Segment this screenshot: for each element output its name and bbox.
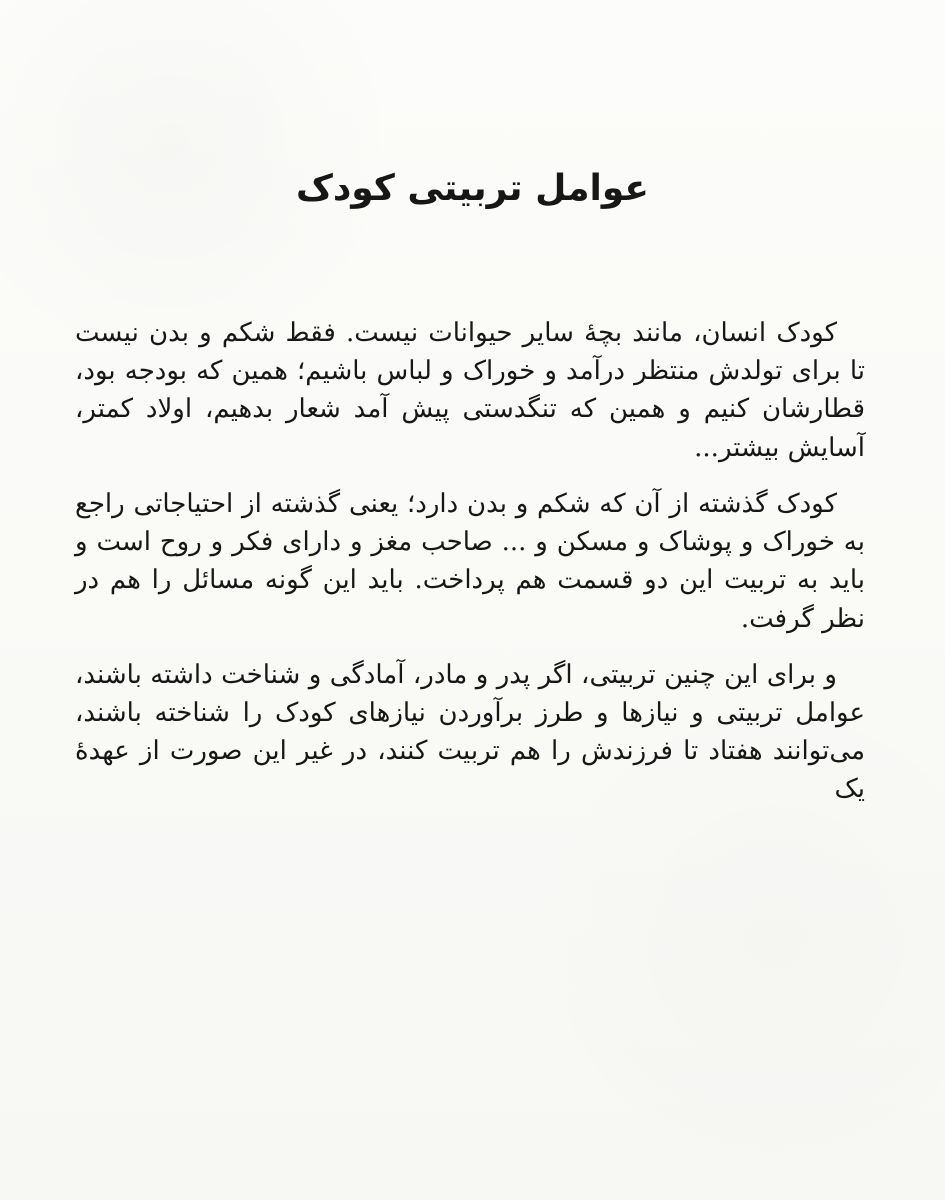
paragraph-2: کودک گذشته از آن که شکم و بدن دارد؛ یعنی گذشته از احتیاجاتی راجع به خوراک و پوشاک و مسکن و ... صاحب مغز و دارای فکر و روح است و باید به تربیت این دو قسمت هم پرداخت. باید این گونه مسائل را هم در نظر گرفت. — [75, 488, 865, 634]
paragraph-3: و برای این چنین تربیتی، اگر پدر و مادر، آمادگی و شناخت داشته باشند، عوامل تربیتی و نیازها و طرز برآوردن نیازهای کودک را شناخته باشند، می‌توانند هفتاد تا فرزندش را هم تربیت کنند، در غیر این صورت از عهدهٔ یک — [75, 659, 865, 805]
page-body — [75, 314, 865, 827]
chapter-title: عوامل تربیتی کودک — [295, 168, 650, 209]
paragraph-1: کودک انسان، مانند بچهٔ سایر حیوانات نیست. فقط شکم و بدن نیست تا برای تولدش منتظر درآمد و خوراک و لباس باشیم؛ همین که بودجه بود، قطارشان کنیم و همین که تنگدستی پیش آمد شعار بدهیم، اولاد کمتر، آسایش بیشتر... — [75, 318, 865, 463]
